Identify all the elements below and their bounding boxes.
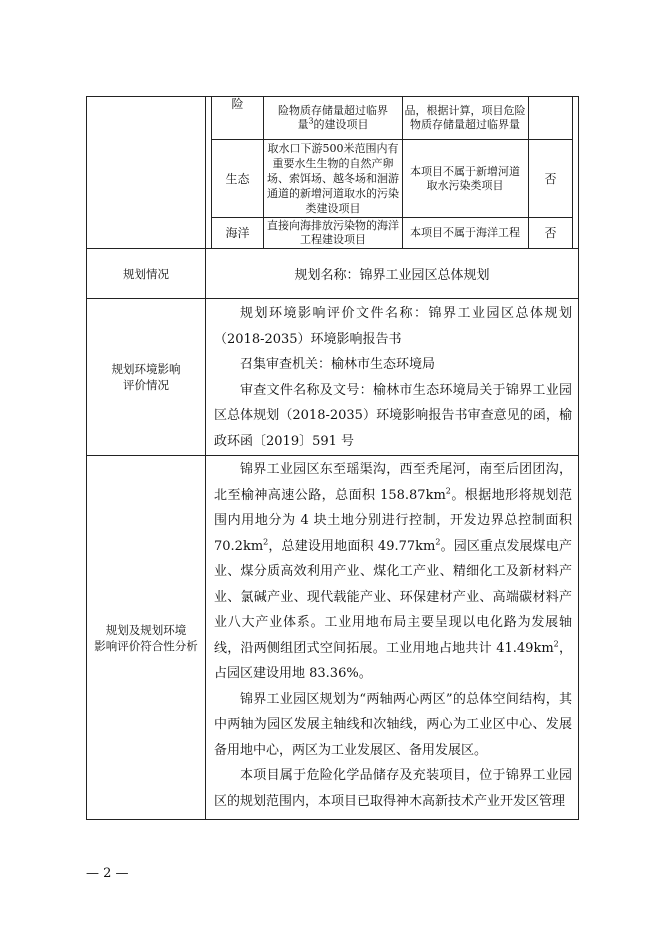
planning-label-text: 规划情况 — [123, 266, 169, 281]
risk-row-2-requirement — [266, 140, 400, 217]
table-bottom-border — [86, 819, 579, 820]
planning-name — [206, 249, 578, 298]
req-post: 的建设项目 — [313, 118, 369, 131]
risk-row-1-category — [212, 96, 263, 111]
eia-paragraph-2: 召集审查机关：榆林市生态环境局 — [240, 357, 436, 372]
eia-paragraph-3: 审查文件名称及文号：榆林市生态环境局关于锦界工业园区总体规划（2018-2035）环境影响报告书审查意见的函，榆政环函〔2019〕591 号 — [214, 382, 572, 449]
eia-paragraph-1: 规划环境影响评价文件名称：锦界工业园区总体规划（2018-2035）环境影响报告书 — [214, 306, 572, 347]
risk-row-1-requirement — [264, 97, 402, 139]
compliance-label — [87, 456, 205, 819]
eia-label-line1: 规划环境影响 — [111, 362, 181, 376]
compliance-paragraph-3: 本项目属于危险化学品储存及充装项目，位于锦界工业园区的规划范围内，本项目已取得神木高新技术产业开发区管理 — [214, 768, 572, 809]
risk-row-2-analysis-text: 本项目不属于新增河道取水污染类项目 — [410, 164, 520, 192]
page-number: — 2 — — [86, 866, 129, 881]
risk-row-3-requirement-text: 直接向海排放污染物的海洋工程建设项目 — [267, 219, 399, 246]
sup-km2-2: 2 — [263, 537, 269, 547]
p1-part-a: 锦界工业园区东至瑶渠沟，西至秃尾河，南至后团团沟，北至榆神高速公路，总面积 158.87km — [214, 462, 572, 503]
inner-col-line-5 — [572, 96, 573, 248]
risk-row-2-category-text: 生态 — [225, 171, 250, 186]
risk-row-3-result-text: 否 — [544, 226, 557, 240]
req-sup: 3 — [308, 116, 314, 126]
table-right-border — [578, 96, 579, 820]
p1-part-d: 。园区重点发展煤电产业、煤分质高效利用产业、煤化工产业、精细化工及新材料产业、氯碱产业、现代载能产业、环保建材产业、高端碳材料产业八大产业体系。工业用地布局主要呈现以电化路为发展轴线，沿两侧组团式空间拓展。工业用地占地共计 41.49km — [214, 538, 572, 656]
risk-row-1-requirement-line2 — [297, 118, 368, 132]
sup-km2-1: 2 — [445, 486, 451, 496]
table-column-divider — [205, 96, 206, 820]
risk-row-3-category — [212, 218, 263, 248]
risk-row-1-analysis-text: 品，根据计算，项目危险物质存储量超过临界量 — [404, 104, 526, 131]
risk-row-3-requirement — [266, 218, 400, 248]
risk-row-2-analysis — [406, 140, 524, 217]
risk-row-3-category-text: 海洋 — [225, 226, 250, 240]
p1-part-c: ，总建设用地面积 49.77km — [268, 538, 436, 554]
sup-km2-4: 2 — [553, 639, 559, 649]
compliance-content — [214, 457, 572, 814]
risk-row-2-requirement-text: 取水口下游500米范围内有重要水生生物的自然产卵场、索饵场、越冬场和洄游通道的新增河道取水的污染类建设项目 — [267, 142, 399, 215]
risk-row-2-result — [529, 140, 572, 217]
risk-row-3-result — [529, 218, 572, 248]
req-pre: 量 — [297, 118, 309, 131]
compliance-label-line2: 影响评价符合性分析 — [94, 638, 198, 653]
risk-row-2-result-text: 否 — [544, 171, 557, 186]
risk-row-1-requirement-line1: 险物质存储量超过临界 — [278, 104, 388, 117]
risk-row-3-analysis-text: 本项目不属于海洋工程 — [410, 226, 520, 239]
eia-label — [87, 299, 205, 455]
risk-row-2-category — [212, 140, 263, 217]
eia-content — [214, 301, 572, 454]
planning-name-text: 规划名称：锦界工业园区总体规划 — [294, 268, 490, 283]
eia-label-line2: 评价情况 — [123, 378, 169, 392]
risk-row-3-analysis — [406, 218, 524, 248]
p1-part-b: 。根据地形将规划范围内用地分为 4 块土地分别进行控制，开发边界总控制面积 70.2km — [214, 487, 572, 554]
compliance-paragraph-1 — [214, 457, 572, 687]
p1-part-e: ，占园区建设用地 83.36%。 — [214, 640, 572, 681]
planning-label — [87, 249, 205, 298]
compliance-paragraph-2: 锦界工业园区规划为“两轴两心两区”的总体空间结构，其中两轴为园区发展主轴线和次轴线，两心为工业区中心、发展备用地中心，两区为工业发展区、备用发展区。 — [214, 691, 572, 758]
risk-row-1-category-text: 险 — [231, 96, 244, 111]
risk-row-1-analysis — [404, 97, 526, 139]
inner-col-line-3 — [402, 96, 403, 248]
compliance-label-line1: 规划及规划环境 — [105, 622, 187, 637]
sup-km2-3: 2 — [435, 537, 441, 547]
